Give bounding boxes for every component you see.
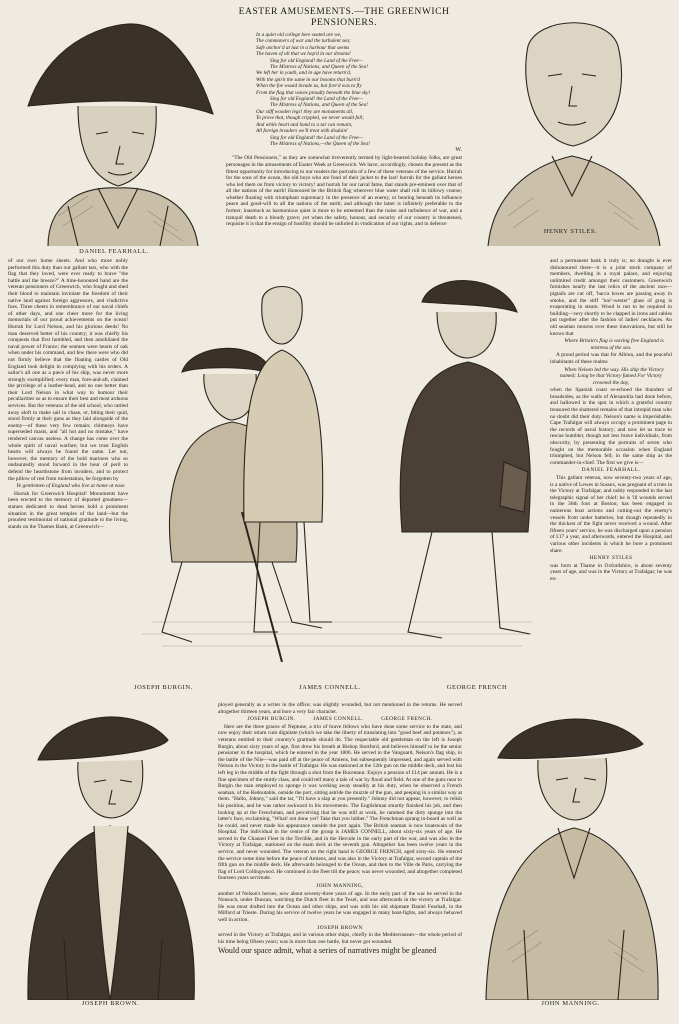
caption-manning: JOHN MANNING.: [541, 1000, 600, 1007]
daniel-text: This gallant veteran, now seventy-two years of age, is a native of Lewes in Sussex, was pregnant of a tries in the Victory at Trafalgar, and nobly responded to the last telegraphic signal of her chief; he is 'ill wounds served in the 36th foot at Boston; has been engaged in numerous boat actions and cutting-out the enemy's vessels from under batteries; but though repeatedly in the thickest of the fight never received a wound. After fifteen years' service, he was discharged upon a pension of £17 a year, and afterwards, entered the Hospital, and various other incidents in which he bore a prominent share.: [550, 475, 673, 554]
henry-text: was born at Thame in Oxfordshire, is about seventy years of age, and was in the Victory at Trafalgar; he was en-: [550, 562, 672, 582]
poem-line: All foreign invaders we'll treat with disdain!: [256, 128, 348, 135]
poem-line: When the foe would invade us, but fore'd was to fly: [256, 83, 362, 90]
headline: EASTER AMUSEMENTS.—THE GREENWICH PENSIONERS.: [238, 6, 450, 28]
henry-heading: HENRY STILES: [589, 555, 633, 562]
poem-line: The Mistress of Nations,—the Queen of the Sea!: [270, 140, 370, 147]
right-column: [550, 258, 672, 584]
right-column-paragraph-2: A proud period was that for Albion, and the peaceful inhabitants of these realms: [550, 352, 672, 365]
bottom-heading: JOSEPH BURGIN. JAMES CONNELL. GEORGE FRENCH.: [247, 716, 433, 723]
poem-line: And while heart and hand to a tar can remain,: [256, 121, 353, 128]
poem-line: Our stiff wooden legs! they are monuments all,: [256, 108, 354, 115]
caption-burgin: JOSEPH BURGIN.: [134, 684, 193, 691]
daniel-heading: DANIEL FEARHALL.: [581, 467, 641, 474]
caption-henry: HENRY STILES.: [543, 228, 598, 235]
john-manning-heading: JOHN MANNING,: [316, 883, 364, 890]
poem-signature: W.: [455, 147, 462, 154]
caption-daniel: DANIEL FEARHALL.: [79, 248, 149, 255]
intro-paragraph: "The Old Pensioners," as they are somewhat irreverently termed by light-hearted holiday folks, are great personages in the amusements of Easter Week at Greenwich. We have, accordingly, chosen the present as the fittest opportunity for introducing to our readers the portraits of a few of these veterans of the service. Hurrah for the sons of the ocean, the old boys who are fond of their jacket to the last! hurrah for the gallant heroes who led them on from victory to victory! and hurrah for our naval fame, that stands pre-eminent over that of all the nations of the earth! Honoured be the British flag wherever blue water shall roll its billowy course; whether floating with triumphant supremacy in the presence of an enemy, or bearing beneath its influence peace and good-will to all the nations of the earth; and although the latter is infinitely preferable to the former, inasmuch as harmonious quiet is more to be esteemed than the noise and turbulence of war, and a tranquil death to a bloody grave; yet when the safety, honour, and security of our country is threatened, requisite it is that the ensign of hostility should be unfurled in vindication of our rights, and in defence: [226, 155, 462, 228]
bottom-text: Here are the three graces of Neptune, a trio of brave fellows who have done some service to the state, and now enjoy their otium cum dignitate (which we take the liberty of translating into "good beef and potatoes"), as veterans entitled to their country's gratitude should do. The respectable old gentleman on the left is Joseph Burgin, about sixty years of age, first drew his breath at Bishop Stortford, and believes himself to be the senior pensioner in the hospital, which he entered in the year 1806. He served in the Vanguard, Nelson's flag ship, in the battle of the Nile—was paid off at the peace of Amiens, but subsequently impressed, and again served with Nelson in the Victory in the battle of Trafalgar. He was stationed at the 12th gun on the middle deck, and lost his left leg in the middle of the fight through a shot from the Bucentaur. Enjoys a pension of £14 per annum. He is a fine specimen of the sturdy class, and could tell many a tale of war by flood and field. At one of the guns near to Burgin the man employed to sponge it was working away steadily at his duty, when he observed a French seaman, of the Redoutable, outside the port, sitting astride the muzzle of the gun, and peeping in a similar way at them. "Hallo, Johnny," said the tar, "I'll have a slap at you presently." Johnny did not appear, however, to relish his position, and he was rather awkward in his movements. The Englishman smartly finished his job, and then looking up at the Frenchman, and perceiving that he was still at work, he rammed the dirty spunge into the latter's face, exclaiming, "What! not done yet? Take that you lubber." The Frenchman sprang in-board as well as he could, and never made his appearance outside the port again. The British seaman is now boatswain of the Hospital. The individual in the centre of the group is JAMES CONNELL, about sixty-six years of age. He served in the Channel Fleet in the Terrible, and in the Hercule in the early part of the war, and was also in the Victory at Trafalgar, stationed on the main deck at the seventh gun. Altogether has been twelve years in the service, and never wounded. The veteran on the right hand is GEORGE FRENCH, aged sixty-six. He entered the service some time before the peace of Amiens, and was also in the Victory at Trafalgar, second captain of the fifth gun on the middle deck. He afterwards belonged to the Ocean, and then to the Ville de Paris, carrying the flag of Lord Collingwood. He continued in the fleet till the peace; was never wounded, and altogether completed fourteen years servitude.: [218, 723, 462, 882]
poem-line: The commoners of war and the turbulent sea;: [256, 38, 351, 45]
joseph-brown-heading: JOSEPH BROWN: [317, 924, 363, 931]
poem-line: In a quiet old college here seated are we,: [256, 32, 342, 38]
caption-french: GEORGE FRENCH: [446, 684, 508, 691]
poem: [226, 32, 462, 147]
closing-line: Would our space admit, what a series of narratives might be gleaned: [218, 946, 437, 956]
right-quote-1: Where Britain's flag is waving free England is mistress of the sea.: [564, 338, 664, 351]
right-column-paragraph-3: when the Spanish coast re-echoed the thunders of broadsides, as the walls of Alexandria had done before, and hallowed is the spot in which a grateful country treasured the shattered remains of that intrepid man who no doubt did their duty. Nelson's name is imperishable. Cape Trafalgar will always occupy a prominent page in the records of naval history; and now let us trace to rescue humbler, though not less brave individuals, from obscurity, by presenting the portraits of seven who fought on the memorable occasion when England triumphed, but Nelson fell; in the same ship as the commander-in-chief. The first we give is—: [550, 387, 672, 466]
portrait-daniel-fearhall: [8, 6, 220, 255]
caption-brown: JOSEPH BROWN.: [81, 1000, 140, 1007]
portrait-henry-stiles: [468, 6, 673, 246]
left-column-paragraph: of our own home sheets. And who more nobly performed this duty than our gallant tars, who with the flag that they loved, were ever ready to brave "the battle and the breeze?" A time-honoured band are the veteran pensioners of Greenwich, who fought and shed their blood to maintain inviolate the freedom of their native land against foreign aggressors, and vindictive foes. Three cheers in remembrance of our naval chiefs of other days, and one cheer more for the living memorials of our proud achievements on the ocean! Hurrah for Lord Nelson, and his glorious deeds! No man deserved better of his country; it was chiefly his conquests that first humbled, and then annihilated the naval power of France; the seamen were hearts of oak when under his command, and few there were who did not firmly believe that the floating castles of Old England took delight in complying with his orders. A sailor's all one as a piece of his ship, was never more strongly exemplified; every man, fore-and-aft, claimed the privilege of a leather-head, and no one better than their Lord Nelson in what way to humour their peculiarities so as to ensure their best and most arduous services. But the veterans of the old school, who rattled away aloft to make sail in chase, or, biting their quid, stood firmly at their guns as they laid alongside of the enemy—of these very few remain; chimneys have superseded masts, and "all hot and no mistake," have rendered canvas useless. A change has come over the whole spirit of naval warfare; but we trust English hearts will always be found the same. Let not, however, the memory of the bold mariners who so undauntedly stood forward in the hour of peril to defend the hearthstone from invaders, and to protect the pillow of rest from molestation, be forgotten by: [8, 258, 128, 482]
left-column-quote: Ye gentlemen of England who live at home at ease.: [16, 483, 126, 490]
poem-line: Safe anchor'd at last in a harbour that seems: [256, 44, 350, 51]
poem-line: Sing for old England! the Land of the Free—: [270, 134, 364, 141]
poem-line: Sing for old England! the Land of the Free—: [270, 96, 364, 103]
joseph-brown-text: served in the Victory at Trafalgar, and in various other ships, chiefly in the Mediterranean—the whole period of his time being fifteen years; was in more than one battle, but never got wounded.: [218, 932, 462, 945]
right-column-paragraph: and a permanent bank it truly is; no draught is ever dishonoured there—it is a joint stock company of members, dwelling in a royal palace, and enjoying unlimited credit amongst their customers. Greenwich furnishes nearly the last relics of the ancient race—pigtails are cut off, 'bacca boxes are passing away in smoke, and the stiff "nor'-wester" glass of grog is evaporating in steam. Wood is not to be required in building—very shortly to be clapped in irons and cables put together after the fashion of ladies' necklaces. An old seaman mourns over these innovations, but still he knows that: [550, 258, 672, 337]
poem-line: We left her in youth, and in age have return'd,: [256, 70, 352, 77]
portrait-john-manning: [468, 700, 673, 1010]
left-column: [8, 258, 128, 531]
group-illustration: [132, 262, 542, 692]
poem-line: The Mistress of Nations, and Queen of the Sea!: [270, 64, 368, 71]
article-header: [226, 6, 462, 229]
poem-line: From the flag that waves proudly beneath the blue sky!: [256, 89, 371, 96]
poem-line: To prove that, though crippled, we never would fall;: [256, 115, 364, 122]
john-manning-text: another of Nelson's heroes, now about seventy-three years of age. In the early part of the war he served in the Nonsuch, under Duncan, watching the Dutch fleet in the Texel, and was afterwards in the victory at Trafalgar. He was most drafted into the Ocean and other ships, and was with his old shipmate Daniel Fearhall, in the Milford at Trieste. During his service of twelve years he was engaged in many boat-fights, and always behaved well in action.: [218, 890, 462, 923]
right-quote-2: When Nelson led the way. His ship the Victory named; Long be that Victory famed For Victory crowned the day,: [559, 366, 664, 386]
poem-line: With the spirit the same in our bosoms that burn'd: [256, 76, 360, 83]
poem-line: The haven of all that we hop'd in our dreams!: [256, 51, 351, 58]
caption-connell: JAMES CONNELL.: [299, 684, 361, 691]
poem-line: The Mistress of Nations, and Queen of the Sea!: [270, 102, 368, 109]
bottom-article: [218, 702, 462, 956]
portrait-joseph-brown: [8, 700, 213, 1010]
intro-text: [226, 155, 462, 228]
poem-line: Sing for old England! the Land of the Free—: [270, 57, 364, 64]
left-column-paragraph-2: Hurrah for Greenwich Hospital! Monuments have been erected to the memory of departed greatness—statues dedicated to dead heroes hold a prominent situation in the great temples of the land—but the proudest testimonial of national gratitude to the living, stands on the Thames Bank, at Greenwich—: [8, 490, 128, 530]
bottom-intro: ployed generally as a writer in the office; was slightly wounded, but not mentioned in the returns. He served altogether thirteen years, and bore a very fair character.: [218, 702, 462, 715]
